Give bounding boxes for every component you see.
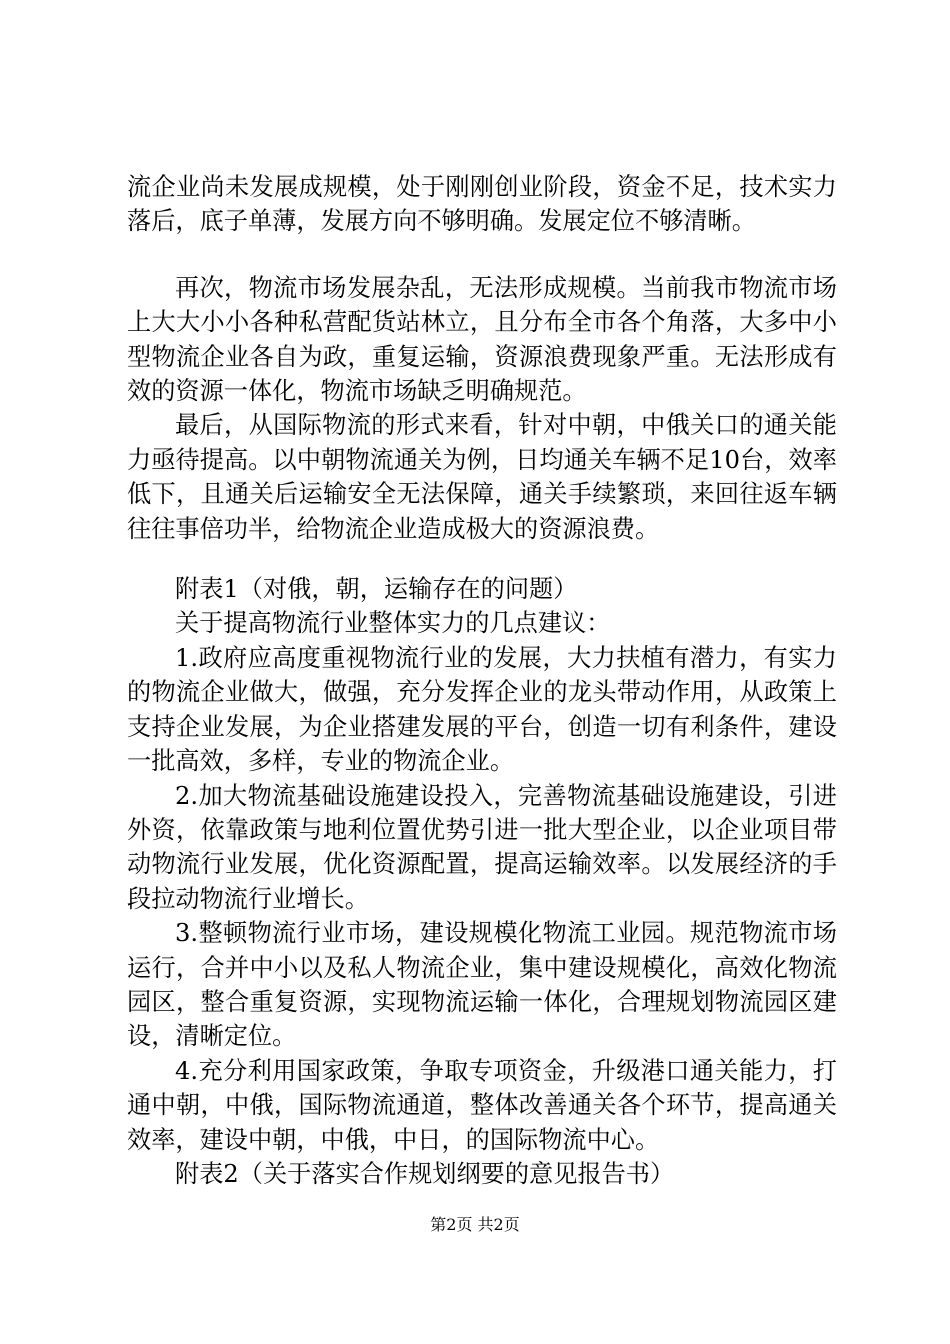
appendix-2-caption: 附表2（关于落实合作规划纲要的意见报告书）	[175, 1159, 675, 1188]
paragraph-customs-capacity: 最后，从国际物流的形式来看，针对中朝，中俄关口的通关能力亟待提高。以中朝物流通关为例，日均通关车辆不足10台，效率低下，且通关后运输安全无法保障，通关手续繁琐，来回往返车辆往往事倍功半，给物流企业造成极大的资源浪费。	[127, 411, 837, 543]
suggestion-item-2: 2.加大物流基础设施建设投入，完善物流基础设施建设，引进外资，依靠政策与地利位置优势引进一批大型企业，以企业项目带动物流行业发展，优化资源配置，提高运输效率。以发展经济的手段拉动物流行业增长。	[127, 781, 837, 913]
suggestion-item-1: 1.政府应高度重视物流行业的发展，大力扶植有潜力，有实力的物流企业做大，做强，充分发挥企业的龙头带动作用，从政策上支持企业发展，为企业搭建发展的平台，创造一切有利条件，建设一批高效，多样，专业的物流企业。	[127, 643, 837, 776]
suggestion-item-4: 4.充分利用国家政策，争取专项资金，升级港口通关能力，打通中朝，中俄，国际物流通道，整体改善通关各个环节，提高通关效率，建设中朝，中俄，中日，的国际物流中心。	[127, 1056, 837, 1154]
document-body	[127, 170, 837, 1191]
page-number: 第2页 共2页	[430, 1215, 520, 1234]
paragraph-continued: 流企业尚未发展成规模，处于刚刚创业阶段，资金不足，技术实力落后，底子单薄，发展方向不够明确。发展定位不够清晰。	[127, 173, 837, 236]
suggestions-heading: 关于提高物流行业整体实力的几点建议：	[175, 609, 611, 638]
appendix-1-caption: 附表1（对俄，朝，运输存在的问题）	[175, 575, 578, 604]
suggestion-item-3: 3.整顿物流行业市场，建设规模化物流工业园。规范物流市场运行，合并中小以及私人物流企业，集中建设规模化，高效化物流园区，整合重复资源，实现物流运输一体化，合理规划物流园区建设，清晰定位。	[127, 919, 837, 1051]
paragraph-market-chaos: 再次，物流市场发展杂乱，无法形成规模。当前我市物流市场上大大小小各种私营配货站林立，且分布全市各个角落，大多中小型物流企业各自为政，重复运输，资源浪费现象严重。无法形成有效的资源一体化，物流市场缺乏明确规范。	[127, 273, 837, 406]
